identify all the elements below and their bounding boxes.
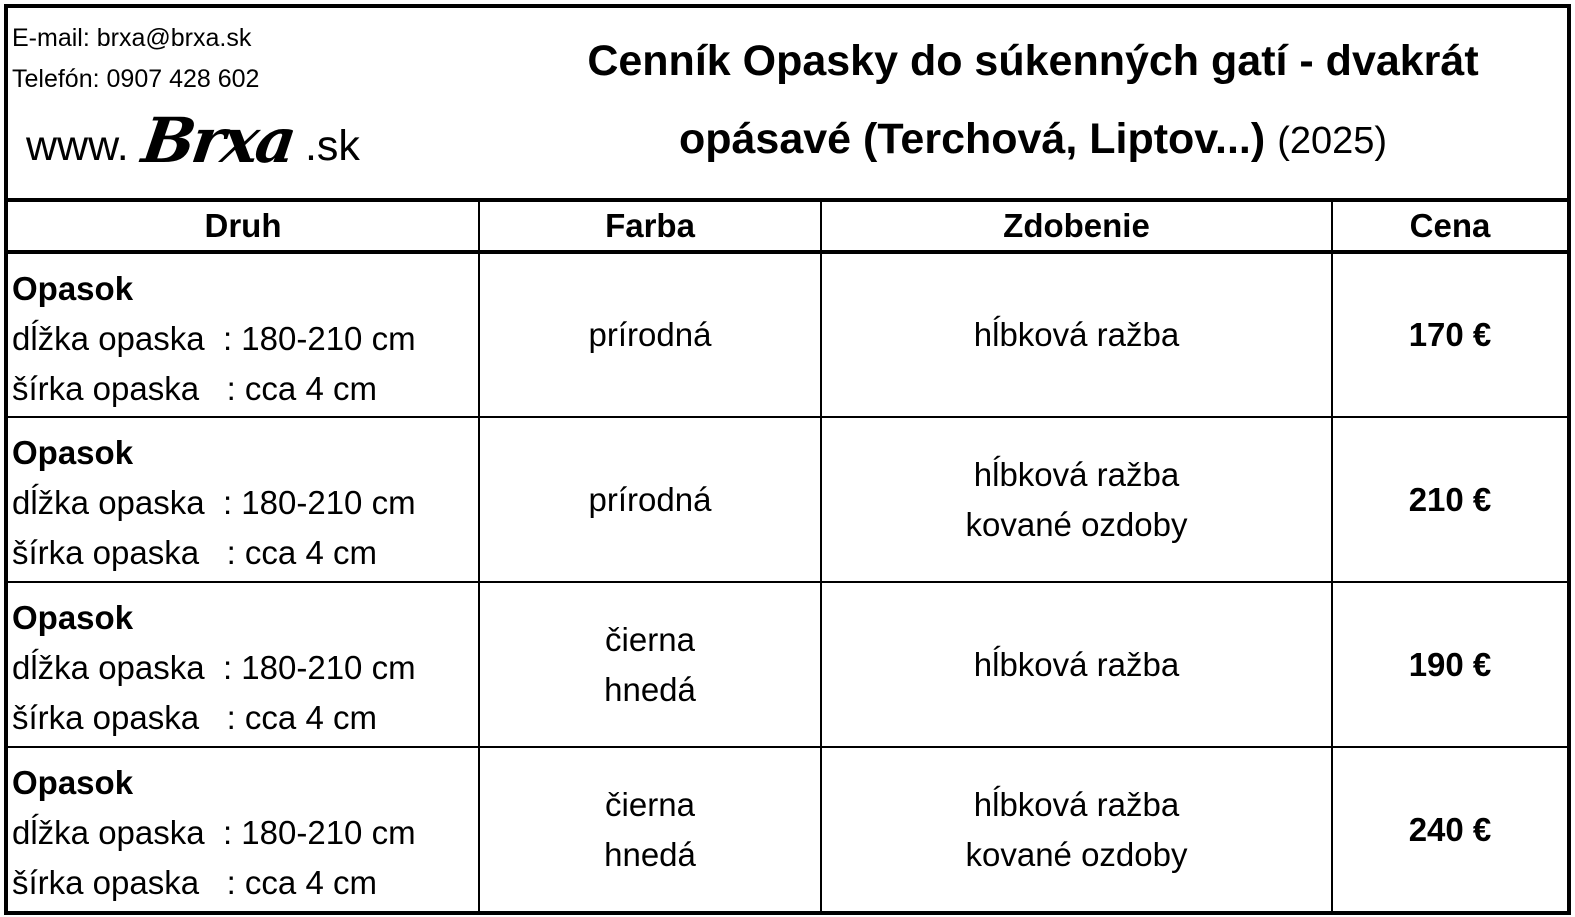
cell-zdobenie xyxy=(821,252,1332,417)
product-length: dĺžka opaska : 180-210 cm xyxy=(12,814,416,851)
color-value: prírodná xyxy=(588,316,712,353)
table-row xyxy=(8,252,1567,417)
product-width: šírka opaska : cca 4 cm xyxy=(12,370,377,407)
column-header-cena: Cena xyxy=(1332,200,1567,252)
color-value: prírodná xyxy=(588,480,712,518)
cell-zdobenie xyxy=(821,417,1332,582)
cell-farba xyxy=(479,747,821,912)
color-value: čierna xyxy=(605,786,695,823)
table-row xyxy=(8,747,1567,912)
contact-phone: Telefón: 0907 428 602 xyxy=(12,65,260,93)
product-width: šírka opaska : cca 4 cm xyxy=(12,699,377,736)
cell-druh xyxy=(8,417,479,582)
contact-info xyxy=(12,18,259,100)
cell-cena: 190 € xyxy=(1332,582,1567,747)
table-row xyxy=(8,417,1567,582)
title-line-2-text: opásavé (Terchová, Liptov...) xyxy=(678,115,1266,163)
color-value: hnedá xyxy=(604,670,696,708)
website-prefix: www. xyxy=(26,121,129,170)
price-list-sheet xyxy=(4,4,1571,915)
header xyxy=(8,8,1567,198)
decoration-value: hĺbková ražba xyxy=(973,316,1180,353)
brxa-logo: Brxa xyxy=(137,103,299,177)
cell-cena: 210 € xyxy=(1332,417,1567,582)
column-header-farba: Farba xyxy=(479,200,821,252)
color-value: hnedá xyxy=(604,836,696,873)
decoration-value: hĺbková ražba xyxy=(973,645,1180,683)
product-length: dĺžka opaska : 180-210 cm xyxy=(12,484,416,521)
contact-email: E-mail: brxa@brxa.sk xyxy=(12,24,252,52)
color-value: čierna xyxy=(605,620,695,658)
decoration-value: hĺbková ražba xyxy=(973,455,1180,493)
table-header-row xyxy=(8,200,1567,252)
cell-druh xyxy=(8,252,479,417)
cell-farba xyxy=(479,417,821,582)
website-suffix: .sk xyxy=(304,121,360,170)
product-name: Opasok xyxy=(12,764,134,801)
title-line-2 xyxy=(508,100,1558,180)
website-address xyxy=(26,103,360,186)
product-name: Opasok xyxy=(12,270,134,307)
product-name: Opasok xyxy=(12,434,134,471)
cell-druh xyxy=(8,582,479,747)
price-table xyxy=(8,198,1567,912)
title-line-1: Cenník Opasky do súkenných gatí - dvakrát xyxy=(587,37,1479,85)
product-width: šírka opaska : cca 4 cm xyxy=(12,864,377,901)
column-header-zdobenie: Zdobenie xyxy=(821,200,1332,252)
page-title xyxy=(508,22,1558,180)
cell-farba xyxy=(479,582,821,747)
product-width: šírka opaska : cca 4 cm xyxy=(12,534,377,571)
decoration-value: hĺbková ražba xyxy=(973,786,1180,823)
product-length: dĺžka opaska : 180-210 cm xyxy=(12,320,416,357)
product-name: Opasok xyxy=(12,599,134,636)
cell-farba xyxy=(479,252,821,417)
cell-zdobenie xyxy=(821,747,1332,912)
decoration-value: kované ozdoby xyxy=(965,836,1188,873)
decoration-value: kované ozdoby xyxy=(965,505,1188,543)
cell-zdobenie xyxy=(821,582,1332,747)
cell-cena: 240 € xyxy=(1332,747,1567,912)
table-row xyxy=(8,582,1567,747)
title-year: (2025) xyxy=(1277,120,1388,162)
cell-cena: 170 € xyxy=(1332,252,1567,417)
product-length: dĺžka opaska : 180-210 cm xyxy=(12,649,416,686)
cell-druh xyxy=(8,747,479,912)
column-header-druh: Druh xyxy=(8,200,479,252)
